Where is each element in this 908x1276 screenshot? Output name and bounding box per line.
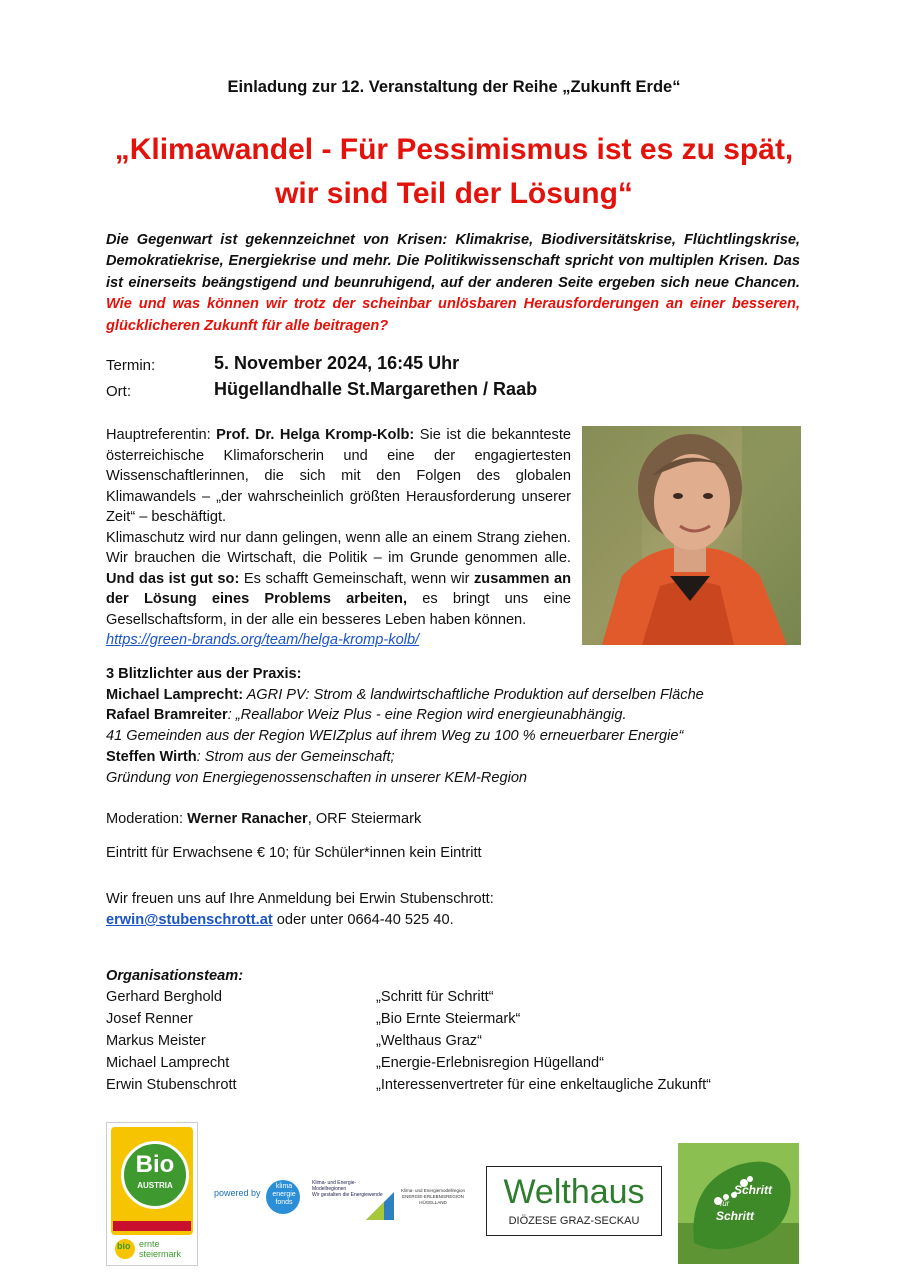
speaker-p2b: Und das ist gut so: [106, 570, 240, 587]
welthaus-title: Welthaus [503, 1173, 645, 1211]
praxis-text: : Strom aus der Gemeinschaft; [196, 748, 395, 765]
schritt-logo [678, 1143, 799, 1264]
kem-swoosh-icon [366, 1188, 394, 1220]
bio-austria-logo [106, 1122, 198, 1266]
kem-title: Klima- und Energie- [312, 1180, 357, 1186]
region-b: ENERGIE-ERLEBNISREGION [402, 1194, 464, 1199]
bio-sub: AUSTRIA [137, 1181, 173, 1190]
team-member-org: „Bio Ernte Steiermark“ [376, 1011, 521, 1027]
praxis-text: AGRI PV: Strom & landwirtschaftliche Produktion auf derselben Fläche [243, 686, 704, 703]
team-member-name: Josef Renner [106, 1011, 193, 1027]
team-member-name: Erwin Stubenschrott [106, 1077, 237, 1093]
moderation-suffix: , ORF Steiermark [307, 811, 422, 827]
bio-footer-c: steiermark [139, 1249, 182, 1259]
entry-fee: Eintritt für Erwachsene € 10; für Schüler*innen kein Eintritt [106, 845, 482, 861]
speaker-p2d: zusammen an der Lösung eines Problems arbeiten, [106, 570, 572, 607]
place-value: Hügellandhalle St.Margarethen / Raab [214, 379, 538, 399]
invitation-line: Einladung zur 12. Veranstaltung der Reihe „Zukunft Erde“ [227, 78, 681, 96]
speaker-bio [106, 425, 571, 651]
praxis-text: 41 Gemeinden aus der Region WEIZplus auf ihrem Weg zu 100 % erneuerbarer Energie“ [106, 728, 684, 745]
date-value: 5. November 2024, 16:45 Uhr [214, 353, 460, 373]
praxis-heading: 3 Blitzlichter aus der Praxis: [106, 666, 302, 682]
team-member-name: Markus Meister [106, 1033, 206, 1049]
event-title [0, 128, 908, 216]
praxis-item [106, 705, 806, 726]
contact-line: Wir freuen uns auf Ihre Anmeldung bei Erwin Stubenschrott: [106, 891, 494, 907]
bio-word: Bio [135, 1151, 175, 1178]
region-c: HÜGELLAND [419, 1200, 447, 1205]
intro-question: Wie und was können wir trotz der scheinbar unlösbaren Herausforderungen an einer besseren, glücklicheren Zukunft für alle beitragen? [106, 296, 800, 334]
speaker-p2e: es bringt uns eine Gesellschaftsform, in der alle ein besseres Leben haben können. [106, 591, 571, 628]
date-label: Termin: [106, 357, 156, 374]
speaker-p2a: Klimaschutz wird nur dann gelingen, wenn alle an einem Strang ziehen. Wir brauchen die Wirtschaft, die Politik – im Grunde genommen alle. [106, 529, 571, 566]
place-label: Ort: [106, 383, 131, 400]
praxis-section [106, 664, 806, 788]
intro-paragraph [106, 230, 800, 337]
speaker-name: Prof. Dr. Helga Kromp-Kolb: [216, 427, 415, 443]
team-heading: Organisationsteam: [106, 968, 244, 984]
team-member-org: „Interessenvertreter für eine enkeltaugliche Zukunft“ [376, 1077, 712, 1093]
schritt-b: für [720, 1199, 730, 1208]
bio-footer-b: ernte [139, 1239, 160, 1249]
speaker-p2c: Es schafft Gemeinschaft, wenn wir [239, 570, 474, 587]
praxis-item [106, 726, 806, 747]
klima-logos [212, 1178, 468, 1224]
schritt-a: Schritt [734, 1183, 773, 1197]
praxis-item [106, 747, 806, 768]
contact-details [106, 910, 454, 930]
fonds-a: klima [275, 1183, 293, 1190]
speaker-desc: Sie ist die bekannteste österreichische Klimaforscherin und eine der engagiertesten Wissenschaftlerinnen, die sich mit den Folgen des globalen Klimawandels – „der wahrscheinlich größten Herausforderung unserer Zeit“ – beschäftigt. [106, 427, 571, 525]
praxis-name: Rafael Bramreiter [106, 707, 228, 724]
praxis-text: : „Reallabor Weiz Plus - eine Region wird energieunabhängig. [227, 707, 627, 724]
speaker-prefix: Hauptreferentin: [106, 427, 217, 443]
moderation-name: Werner Ranacher [187, 811, 308, 827]
speaker-link[interactable]: https://green-brands.org/team/helga-kromp-kolb/ [106, 632, 420, 648]
title-line-2: wir sind Teil der Lösung“ [275, 177, 633, 210]
phone-text: oder unter 0664-40 525 40. [272, 912, 454, 928]
welthaus-sub: DIÖZESE GRAZ-SECKAU [508, 1215, 640, 1227]
bio-footer-a: bio [117, 1241, 131, 1251]
team-member-org: „Energie-Erlebnisregion Hügelland“ [376, 1055, 604, 1071]
moderation-line [106, 809, 421, 829]
powered-by: powered by [214, 1188, 261, 1198]
praxis-text: Gründung von Energiegenossenschaften in unserer KEM-Region [106, 769, 528, 786]
email-link[interactable]: erwin@stubenschrott.at [106, 912, 273, 928]
kem-title-2: Modellregionen [312, 1186, 347, 1192]
praxis-name: Michael Lamprecht: [106, 686, 244, 703]
praxis-item [106, 685, 806, 706]
region-a: Klima- und Energiemodellregion [400, 1188, 466, 1193]
moderation-prefix: Moderation: [106, 811, 188, 827]
team-member-name: Michael Lamprecht [106, 1055, 230, 1071]
speaker-photo [582, 426, 801, 645]
kem-sub: Wir gestalten die Energiewende [312, 1192, 383, 1198]
team-member-org: „Welthaus Graz“ [376, 1033, 482, 1049]
fonds-c: fonds [275, 1199, 293, 1206]
team-member-name: Gerhard Berghold [106, 989, 223, 1005]
title-line-1: „Klimawandel - Für Pessimismus ist es zu spät, [114, 133, 794, 166]
praxis-name: Steffen Wirth [106, 748, 197, 765]
schritt-c: Schritt [716, 1209, 755, 1223]
welthaus-logo [486, 1166, 662, 1236]
fonds-b: energie [272, 1191, 296, 1198]
praxis-item [106, 768, 806, 789]
intro-text: Die Gegenwart ist gekennzeichnet von Krisen: Klimakrise, Biodiversitätskrise, Flüchtlingskrise, Demokratiekrise, Energiekrise und mehr. Die Politikwissenschaft spricht von multiplen Krisen. Das ist einerseits beängstigend und beunruhigend, auf der anderen Seite ergeben sich neue Chancen. [106, 232, 800, 291]
team-member-org: „Schritt für Schritt“ [376, 989, 494, 1005]
